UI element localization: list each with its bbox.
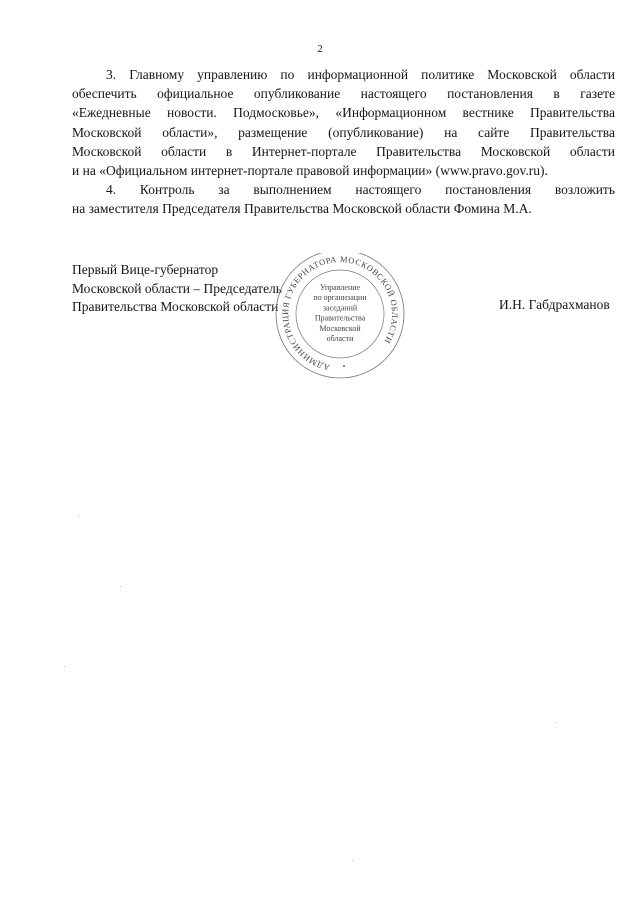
document-body (72, 65, 615, 219)
official-seal (270, 253, 410, 383)
signer-position-line-2: Московской области – Председатель (72, 280, 282, 296)
seal-center-line: области (326, 334, 354, 343)
paragraph-3-line-1: 3. Главному управлению по информационной политике Московской области (106, 67, 615, 82)
paragraph-4-line-1: 4. Контроль за выполнением настоящего постановления возложить (106, 182, 615, 198)
seal-ring-text: АДМИНИСТРАЦИЯ ГУБЕРНАТОРА МОСКОВСКОЙ ОБЛАСТИ (280, 254, 400, 372)
signer-position-line-3: Правительства Московской области (72, 299, 279, 314)
paragraph-4-line-2: на заместителя Председателя Правительства Московской области Фомина М.А. (72, 201, 532, 217)
paragraph-3-line-4: Московской области», размещение (опубликование) на сайте Правительства (72, 124, 615, 140)
seal-center-line: по организации (313, 293, 367, 303)
seal-center-line: Правительства (314, 313, 366, 323)
seal-center-line: Московской (319, 323, 361, 333)
seal-center-line: заседаний (322, 303, 358, 313)
page-number: 2 (317, 43, 323, 55)
paragraph-3-line-3: «Ежедневные новости. Подмосковье», «Информационном вестнике Правительства (72, 105, 615, 121)
paragraph-3-line-5: Московской области в Интернет-портале Правительства Московской области (72, 143, 615, 159)
signer-position-line-1: Первый Вице-губернатор (72, 262, 219, 277)
signature-block (72, 261, 282, 317)
seal-center-text (313, 283, 367, 343)
paragraph-3-line-2: обеспечить официальное опубликование настоящего постановления в газете (72, 86, 615, 102)
paragraph-3-line-6: и на «Официальном интернет-портале правовой информации» (www.pravo.gov.ru). (72, 163, 548, 179)
seal-center-line: Управление (319, 283, 361, 292)
signer-name: И.Н. Габдрахманов (499, 297, 610, 312)
